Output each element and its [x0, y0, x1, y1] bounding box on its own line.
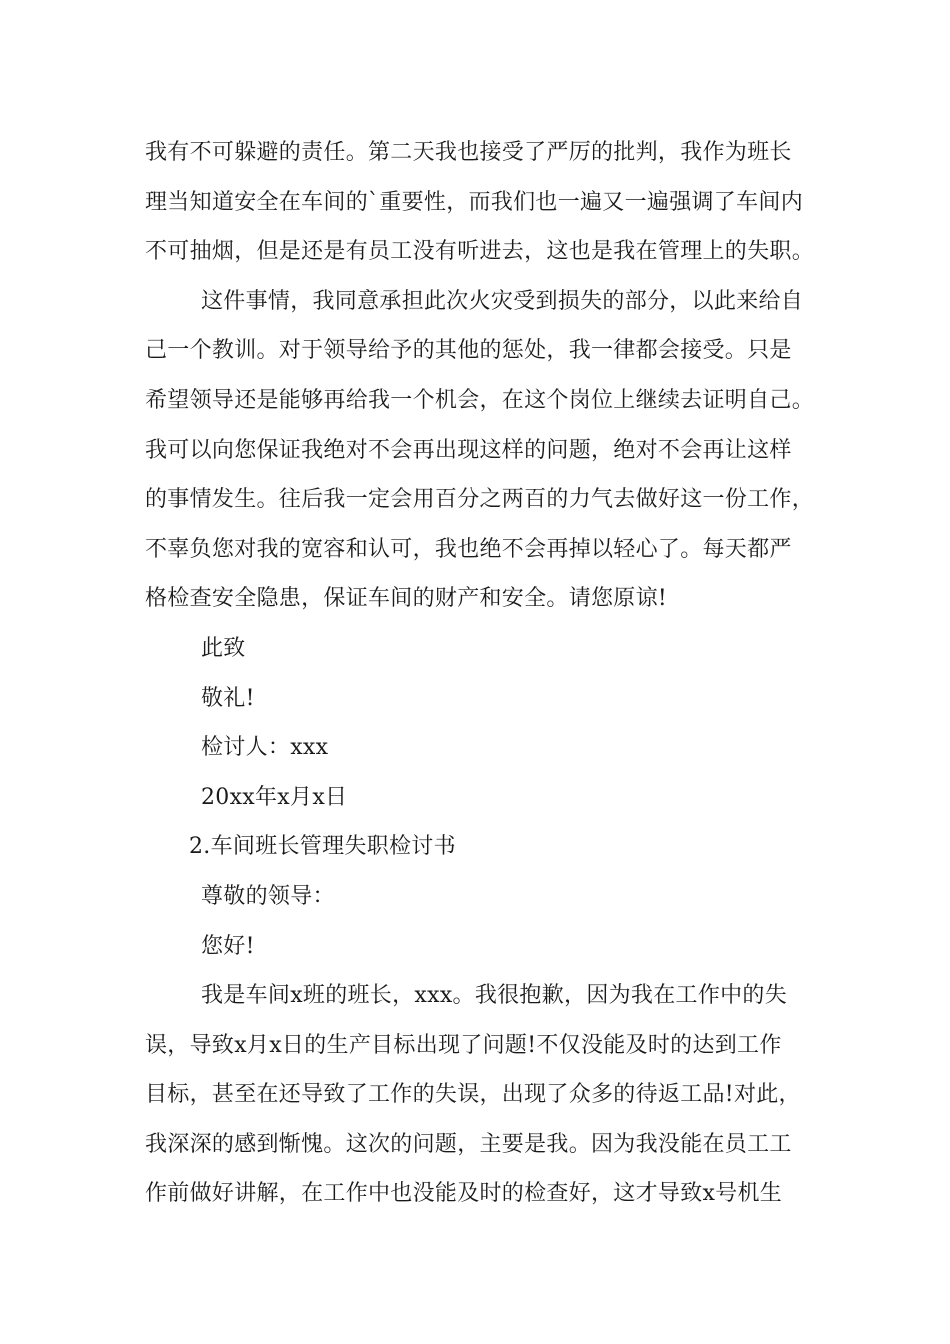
text-line: 希望领导还是能够再给我一个机会，在这个岗位上继续去证明自己。 — [145, 387, 815, 413]
text-line: 理当知道安全在车间的`重要性，而我们也一遍又一遍强调了车间内 — [145, 189, 804, 215]
text-line: 敬礼! — [201, 685, 255, 711]
text-line: 检讨人：xxx — [201, 735, 329, 761]
text-line: 这件事情，我同意承担此次火灾受到损失的部分，以此来给自 — [201, 288, 804, 314]
text-line: 我有不可躲避的责任。第二天我也接受了严厉的批判，我作为班长 — [145, 140, 792, 165]
text-line: 您好! — [201, 933, 255, 959]
text-line: 误，导致x月x日的生产目标出现了问题!不仅没能及时的达到工作 — [145, 1032, 782, 1058]
document-body — [145, 128, 815, 1219]
text-line: 我深深的感到惭愧。这次的问题，主要是我。因为我没能在员工工 — [145, 1131, 792, 1157]
text-line: 作前做好讲解，在工作中也没能及时的检查好，这才导致x号机生 — [145, 1181, 783, 1207]
text-line: 20xx年x月x日 — [201, 784, 348, 810]
text-line: 格检查安全隐患，保证车间的财产和安全。请您原谅! — [145, 586, 668, 612]
text-line: 尊敬的领导： — [201, 883, 335, 909]
text-line: 我可以向您保证我绝对不会再出现这样的问题，绝对不会再让这样 — [145, 437, 792, 463]
text-line: 不可抽烟，但是还是有员工没有听进去，这也是我在管理上的失职。 — [145, 239, 815, 265]
text-line: 不辜负您对我的宽容和认可，我也绝不会再掉以轻心了。每天都严 — [145, 536, 792, 562]
text-line: 的事情发生。往后我一定会用百分之两百的力气去做好这一份工作， — [145, 487, 815, 513]
text-line: 此致 — [201, 635, 246, 661]
text-line: 己一个教训。对于领导给予的其他的惩处，我一律都会接受。只是 — [145, 338, 792, 364]
text-line: 目标，甚至在还导致了工作的失误，出现了众多的待返工品!对此， — [145, 1082, 801, 1108]
text-line: 我是车间x班的班长，xxx。我很抱歉，因为我在工作中的失 — [201, 983, 788, 1009]
section-heading: 2.车间班长管理失职检讨书 — [189, 834, 456, 860]
